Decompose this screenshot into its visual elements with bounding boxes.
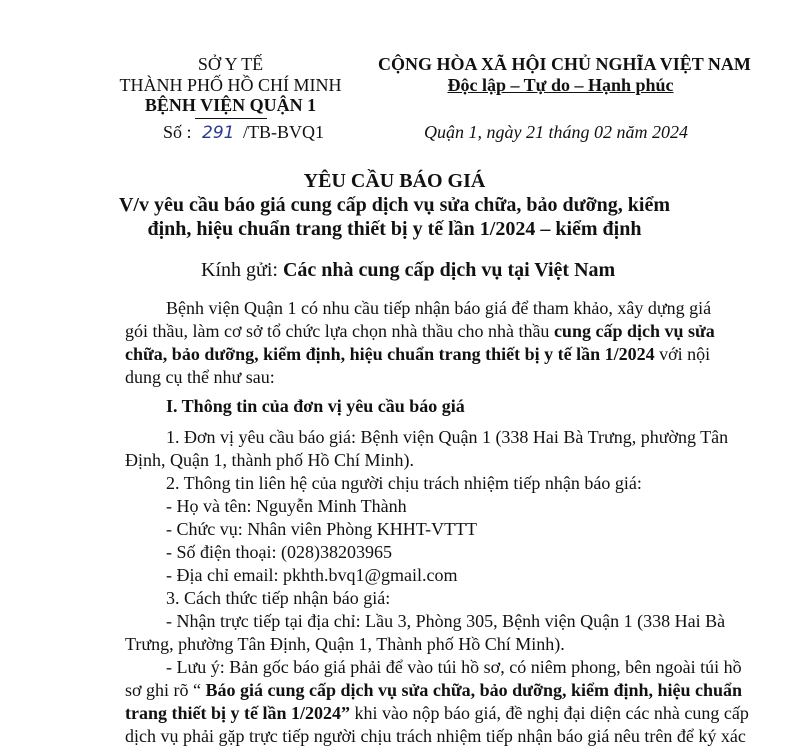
national-motto: Độc lập – Tự do – Hạnh phúc (447, 75, 674, 95)
subject-line-1: V/v yêu cầu báo giá cung cấp dịch vụ sửa chữa, bảo dưỡng, kiểm (118, 194, 671, 216)
country-name: CỘNG HÒA XÃ HỘI CHỦ NGHĨA VIỆT NAM (378, 54, 751, 74)
note-line-3 (125, 703, 749, 724)
intro-line-3-text: với nội (654, 344, 711, 364)
contact-position: - Chức vụ: Nhân viên Phòng KHHT-VTTT (166, 519, 478, 539)
note-line-3-text: khi vào nộp báo giá, đề nghị đại diện các nhà cung cấp (350, 703, 749, 723)
section-1-heading: I. Thông tin của đơn vị yêu cầu báo giá (166, 396, 465, 416)
handwritten-number: 291 (202, 123, 235, 143)
submission-address-line-1: - Nhận trực tiếp tại địa chỉ: Lầu 3, Phòng 305, Bệnh viện Quận 1 (338 Hai Bà (166, 611, 726, 631)
document-number (163, 122, 324, 143)
note-envelope-label-a: Báo giá cung cấp dịch vụ sửa chữa, bảo dưỡng, kiểm định, hiệu chuẩn (205, 680, 743, 700)
agency-name: SỞ Y TẾ (197, 54, 264, 74)
note-line-1: - Lưu ý: Bản gốc báo giá phải để vào túi hồ sơ, có niêm phong, bên ngoài túi hồ (166, 657, 742, 677)
contact-info-heading: 2. Thông tin liên hệ của người chịu trách nhiệm tiếp nhận báo giá: (166, 473, 642, 493)
intro-line-1: Bệnh viện Quận 1 có nhu cầu tiếp nhận báo giá để tham khảo, xây dựng giá (166, 298, 712, 318)
document-date: Quận 1, ngày 21 tháng 02 năm 2024 (424, 122, 688, 142)
recipient-label: Kính gửi: (201, 259, 278, 281)
recipient-line (201, 258, 615, 282)
intro-line-2 (125, 321, 715, 342)
document-title: YÊU CẦU BÁO GIÁ (303, 170, 486, 192)
document-number-label: Số : (163, 122, 192, 142)
contact-phone: - Số điện thoại: (028)38203965 (166, 542, 392, 562)
hospital-name-underline (195, 118, 267, 119)
contact-email: - Địa chỉ email: pkhth.bvq1@gmail.com (166, 565, 458, 585)
note-line-4: dịch vụ phải gặp trực tiếp người chịu trách nhiệm tiếp nhận báo giá nêu trên để ký xác (125, 726, 746, 746)
note-envelope-label-b: trang thiết bị y tế lần 1/2024” (125, 703, 350, 723)
hospital-name: BỆNH VIỆN QUẬN 1 (144, 95, 317, 115)
submission-address-line-2: Trưng, phường Tân Định, Quận 1, Thành phố Hồ Chí Minh). (125, 634, 565, 654)
note-line-2 (125, 680, 742, 701)
city-name: THÀNH PHỐ HỒ CHÍ MINH (119, 75, 342, 95)
requester-unit-line-2: Định, Quận 1, thành phố Hồ Chí Minh). (125, 450, 414, 470)
contact-name: - Họ và tên: Nguyễn Minh Thành (166, 496, 407, 516)
intro-line-3 (125, 344, 710, 365)
intro-service-name-b: chữa, bảo dưỡng, kiểm định, hiệu chuẩn trang thiết bị y tế lần 1/2024 (125, 344, 655, 364)
intro-service-name-a: cung cấp dịch vụ sửa (553, 321, 715, 341)
subject-line-2: định, hiệu chuẩn trang thiết bị y tế lần 1/2024 – kiểm định (147, 218, 642, 240)
document-number-suffix: /TB-BVQ1 (242, 122, 324, 142)
intro-line-4: dung cụ thể như sau: (125, 367, 275, 387)
recipient-value: Các nhà cung cấp dịch vụ tại Việt Nam (282, 259, 616, 281)
requester-unit-line-1: 1. Đơn vị yêu cầu báo giá: Bệnh viện Quận 1 (338 Hai Bà Trưng, phường Tân (166, 427, 729, 447)
submission-method-heading: 3. Cách thức tiếp nhận báo giá: (166, 588, 391, 608)
intro-line-2-text: gói thầu, làm cơ sở tổ chức lựa chọn nhà thầu cho nhà thầu (125, 321, 554, 341)
note-line-2-text: sơ ghi rõ “ (125, 680, 206, 700)
